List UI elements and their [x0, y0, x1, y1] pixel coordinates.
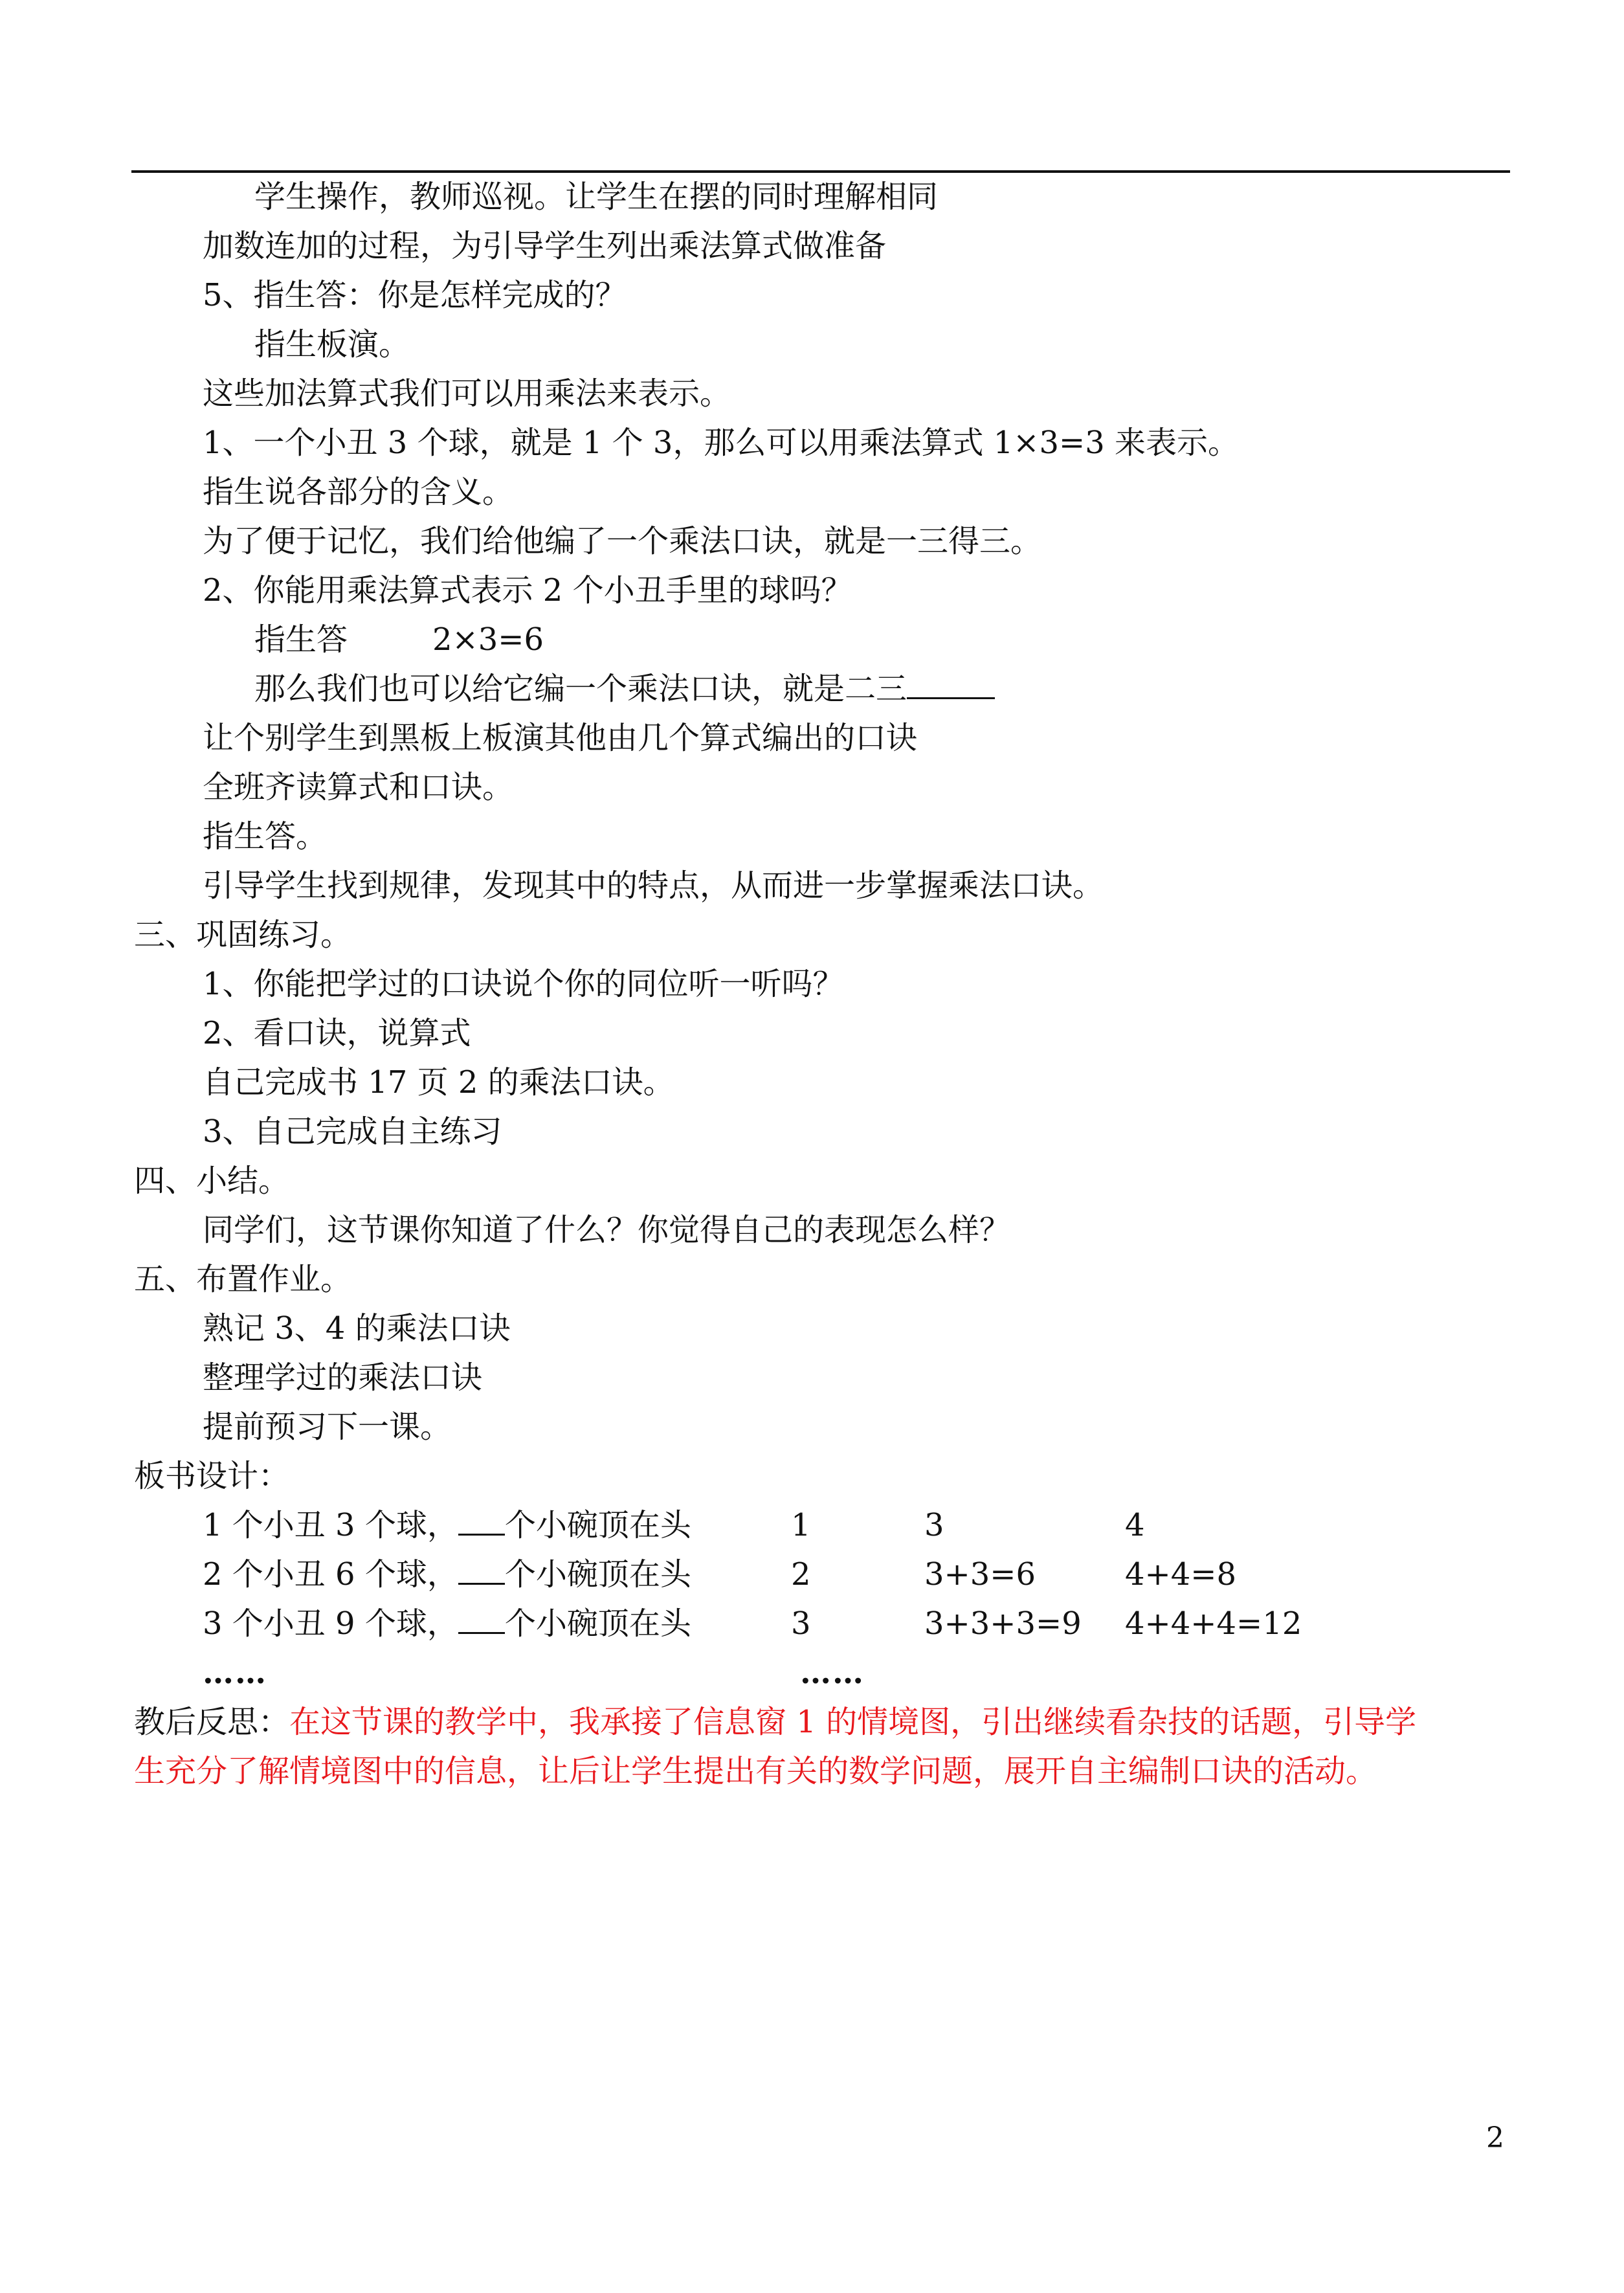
text-line: 这些加法算式我们可以用乘法来表示。	[203, 375, 731, 412]
text-line	[254, 671, 995, 707]
header-rule	[131, 170, 1510, 173]
section-heading: 三、巩固练习。	[134, 917, 352, 953]
board-ellipsis: ……	[203, 1655, 267, 1691]
text-line: 指生答。	[203, 818, 328, 855]
text-line-content: 那么我们也可以给它编一个乘法口诀，就是二三	[254, 671, 907, 707]
text-line: 让个别学生到黑板上板演其他由几个算式编出的口诀	[203, 720, 918, 756]
text-line: 熟记 3、4 的乘法口诀	[203, 1310, 511, 1347]
board-blank	[458, 1557, 505, 1585]
answer-blank	[907, 671, 995, 699]
section-heading: 五、布置作业。	[134, 1261, 352, 1297]
text-line: 5、指生答：你是怎样完成的？	[203, 277, 627, 313]
text-line: 同学们，这节课你知道了什么？你觉得自己的表现怎么样？	[203, 1212, 1011, 1248]
board-blank	[458, 1606, 505, 1634]
text-line: 1、一个小丑 3 个球，就是 1 个 3，那么可以用乘法算式 1×3=3 来表示。	[203, 425, 1240, 461]
section-heading: 四、小结。	[134, 1163, 290, 1199]
text-line: 全班齐读算式和口诀。	[203, 769, 514, 805]
text-line: 2、看口诀，说算式	[203, 1015, 471, 1051]
board-cell: 4+4+4=12	[1125, 1605, 1302, 1642]
board-row-tail: 个小碗顶在头	[504, 1605, 691, 1642]
board-cell: 2	[791, 1556, 811, 1593]
board-row-tail: 个小碗顶在头	[504, 1556, 691, 1593]
board-cell: 3+3+3=9	[924, 1605, 1082, 1642]
board-cell: 3+3=6	[924, 1556, 1036, 1593]
text-line: 指生板演。	[254, 326, 410, 363]
reflection-label: 教后反思：	[134, 1704, 290, 1740]
board-cell: 4	[1125, 1507, 1145, 1543]
text-line: 1、你能把学过的口诀说个你的同位听一听吗？	[203, 966, 844, 1002]
text-line: 指生答	[254, 621, 348, 658]
reflection-line	[134, 1704, 1416, 1740]
text-line: 自己完成书 17 页 2 的乘法口诀。	[203, 1064, 674, 1101]
equation: 2×3=6	[432, 621, 544, 658]
text-line: 为了便于记忆，我们给他编了一个乘法口诀，就是一三得三。	[203, 523, 1042, 559]
reflection-text: 在这节课的教学中，我承接了信息窗 1 的情境图，引出继续看杂技的话题，引导学	[289, 1704, 1417, 1740]
board-row-lead: 2 个小丑 6 个球，	[203, 1556, 458, 1593]
text-line: 指生说各部分的含义。	[203, 474, 514, 510]
text-line: 3、自己完成自主练习	[203, 1113, 502, 1150]
board-row-lead: 3 个小丑 9 个球，	[203, 1605, 458, 1642]
board-cell: 4+4=8	[1125, 1556, 1237, 1593]
text-line: 提前预习下一课。	[203, 1409, 452, 1445]
text-line: 2、你能用乘法算式表示 2 个小丑手里的球吗？	[203, 572, 852, 609]
board-row	[203, 1507, 691, 1543]
text-line: 引导学生找到规律，发现其中的特点，从而进一步掌握乘法口诀。	[203, 867, 1104, 904]
text-line: 学生操作，教师巡视。让学生在摆的同时理解相同	[254, 179, 939, 215]
board-cell: 3	[791, 1605, 811, 1642]
page-number: 2	[1486, 2121, 1504, 2154]
board-cell: 1	[791, 1507, 811, 1543]
board-cell: 3	[924, 1507, 944, 1543]
text-line: 整理学过的乘法口诀	[203, 1359, 483, 1396]
text-line: 加数连加的过程，为引导学生列出乘法算式做准备	[203, 228, 887, 264]
board-row-tail: 个小碗顶在头	[504, 1507, 691, 1543]
section-heading: 板书设计：	[134, 1458, 290, 1494]
board-row	[203, 1556, 691, 1593]
reflection-text: 生充分了解情境图中的信息，让后让学生提出有关的数学问题，展开自主编制口诀的活动。	[134, 1753, 1377, 1789]
board-row	[203, 1605, 691, 1642]
board-blank	[458, 1508, 505, 1536]
board-row-lead: 1 个小丑 3 个球，	[203, 1507, 458, 1543]
board-ellipsis: ……	[800, 1655, 865, 1691]
